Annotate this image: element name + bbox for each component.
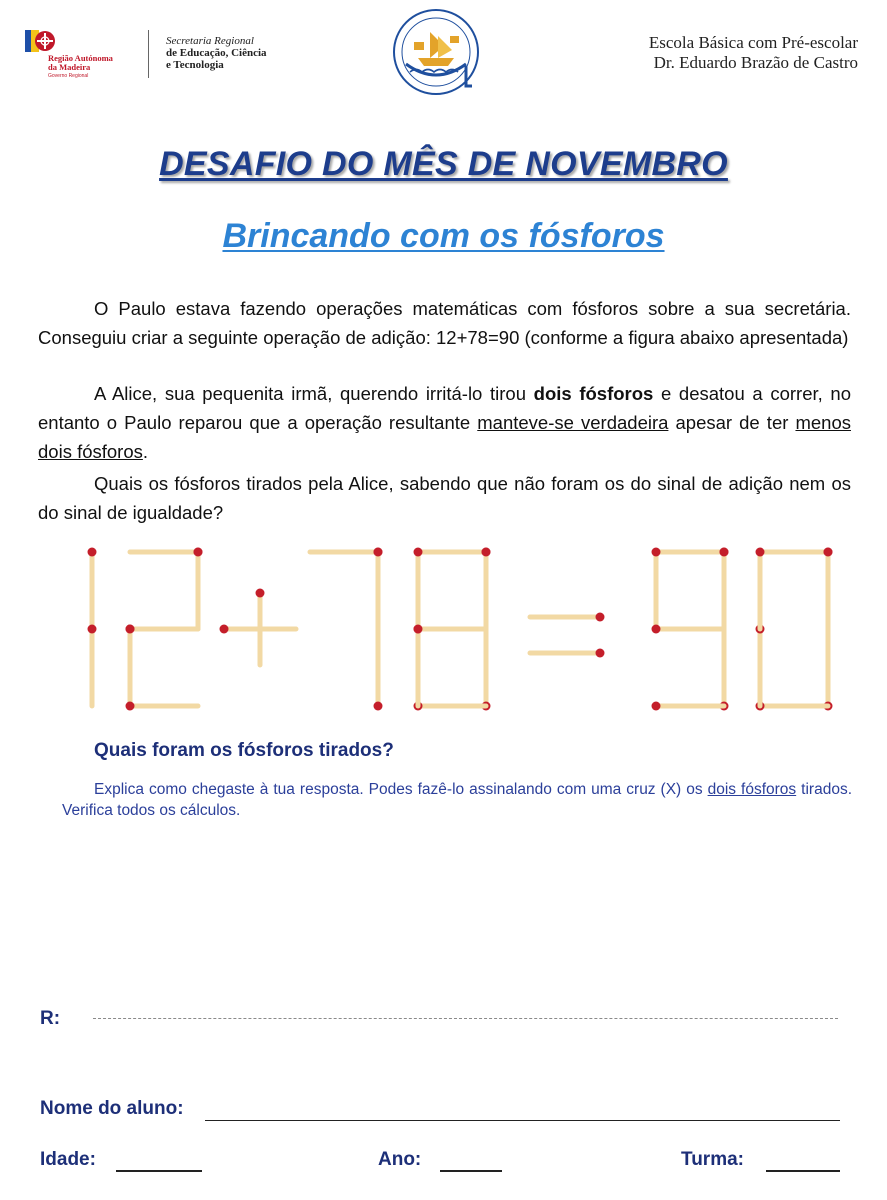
match-digit6-seg-g[interactable] bbox=[652, 625, 725, 634]
match-digit4-seg-d[interactable] bbox=[414, 702, 487, 711]
instructions-text: Explica como chegaste à tua resposta. Podes fazê-lo assinalando com uma cruz (X) os dois fósforos tirados. Verifica todos os cálculos. bbox=[62, 781, 852, 819]
match-digit4-seg-c[interactable] bbox=[482, 629, 491, 711]
match-digit6-seg-b[interactable] bbox=[720, 548, 729, 630]
match-digit3-seg-b[interactable] bbox=[374, 548, 383, 630]
match-equals-top[interactable] bbox=[530, 613, 605, 622]
match-digit7-seg-a[interactable] bbox=[760, 548, 833, 557]
region-subtitle: Governo Regional bbox=[48, 73, 89, 79]
problem-question: Quais os fósforos tirados pela Alice, sabendo que não foram os do sinal de adição nem os do sinal de igualdade? bbox=[38, 473, 851, 523]
class-label: Turma: bbox=[681, 1149, 744, 1170]
match-digit0-seg-bottom[interactable] bbox=[88, 625, 97, 707]
problem-paragraph-2: A Alice, sua pequenita irmã, querendo irritá-lo tirou dois fósforos e desatou a correr, no entanto o Paulo reparou que a operação resultante manteve-se verdadeira apesar de ter menos dois fósforos. bbox=[38, 383, 851, 462]
match-digit6-seg-d[interactable] bbox=[652, 702, 725, 711]
age-label: Idade: bbox=[40, 1149, 96, 1170]
match-digit4-seg-b[interactable] bbox=[482, 548, 491, 630]
match-digit3-seg-a[interactable] bbox=[310, 548, 383, 557]
match-digit1-seg-g[interactable] bbox=[126, 625, 199, 634]
match-digit1-seg-e[interactable] bbox=[126, 625, 135, 707]
answer-label: R: bbox=[40, 1008, 61, 1029]
match-digit1-seg-d[interactable] bbox=[126, 702, 199, 711]
match-digit3-seg-c[interactable] bbox=[374, 629, 383, 711]
match-digit7-seg-f[interactable] bbox=[756, 548, 765, 630]
match-digit6-seg-c[interactable] bbox=[720, 629, 729, 711]
match-digit1-seg-b[interactable] bbox=[194, 548, 203, 630]
madeira-coat-of-arms-icon bbox=[25, 28, 61, 56]
match-digit6-seg-f[interactable] bbox=[652, 548, 661, 630]
match-digit0-seg-top[interactable] bbox=[88, 548, 97, 630]
match-digit4-seg-g[interactable] bbox=[414, 625, 487, 634]
match-digit4-seg-f[interactable] bbox=[414, 548, 423, 630]
student-name-field[interactable] bbox=[205, 1120, 840, 1121]
match-digit4-seg-a[interactable] bbox=[418, 548, 491, 557]
secretariat-name: Secretaria Regional de Educação, Ciência e Tecnologia bbox=[166, 35, 267, 71]
school-emblem-icon bbox=[380, 6, 492, 98]
match-digit7-seg-c[interactable] bbox=[824, 629, 833, 711]
school-name: Escola Básica com Pré-escolar Dr. Eduardo Brazão de Castro bbox=[648, 33, 858, 72]
match-digit6-seg-a[interactable] bbox=[656, 548, 729, 557]
match-digit7-seg-e[interactable] bbox=[756, 625, 765, 707]
page-header bbox=[0, 0, 887, 110]
student-name-label: Nome do aluno: bbox=[40, 1098, 184, 1119]
match-equals-bottom[interactable] bbox=[530, 649, 605, 658]
answer-line[interactable] bbox=[93, 1018, 838, 1019]
class-field[interactable] bbox=[766, 1170, 840, 1172]
match-digit7-seg-b[interactable] bbox=[824, 548, 833, 630]
header-divider bbox=[148, 30, 149, 78]
match-digit4-seg-e[interactable] bbox=[414, 625, 423, 707]
problem-paragraph-1: O Paulo estava fazendo operações matemáticas com fósforos sobre a sua secretária. Conseguiu criar a seguinte operação de adição: 12+78=90 (conforme a figura abaixo apresentada) bbox=[38, 298, 851, 348]
year-field[interactable] bbox=[440, 1170, 502, 1172]
matchstick-equation bbox=[78, 540, 858, 722]
question-heading: Quais foram os fósforos tirados? bbox=[94, 740, 394, 761]
page-subtitle: Brincando com os fósforos bbox=[222, 217, 665, 255]
match-digit7-seg-d[interactable] bbox=[756, 702, 829, 711]
region-name: Região Autónoma da Madeira bbox=[48, 53, 113, 72]
year-label: Ano: bbox=[378, 1149, 422, 1170]
age-field[interactable] bbox=[116, 1170, 202, 1172]
page-title: DESAFIO DO MÊS DE NOVEMBRO bbox=[159, 145, 728, 183]
match-digit1-seg-a[interactable] bbox=[130, 548, 203, 557]
